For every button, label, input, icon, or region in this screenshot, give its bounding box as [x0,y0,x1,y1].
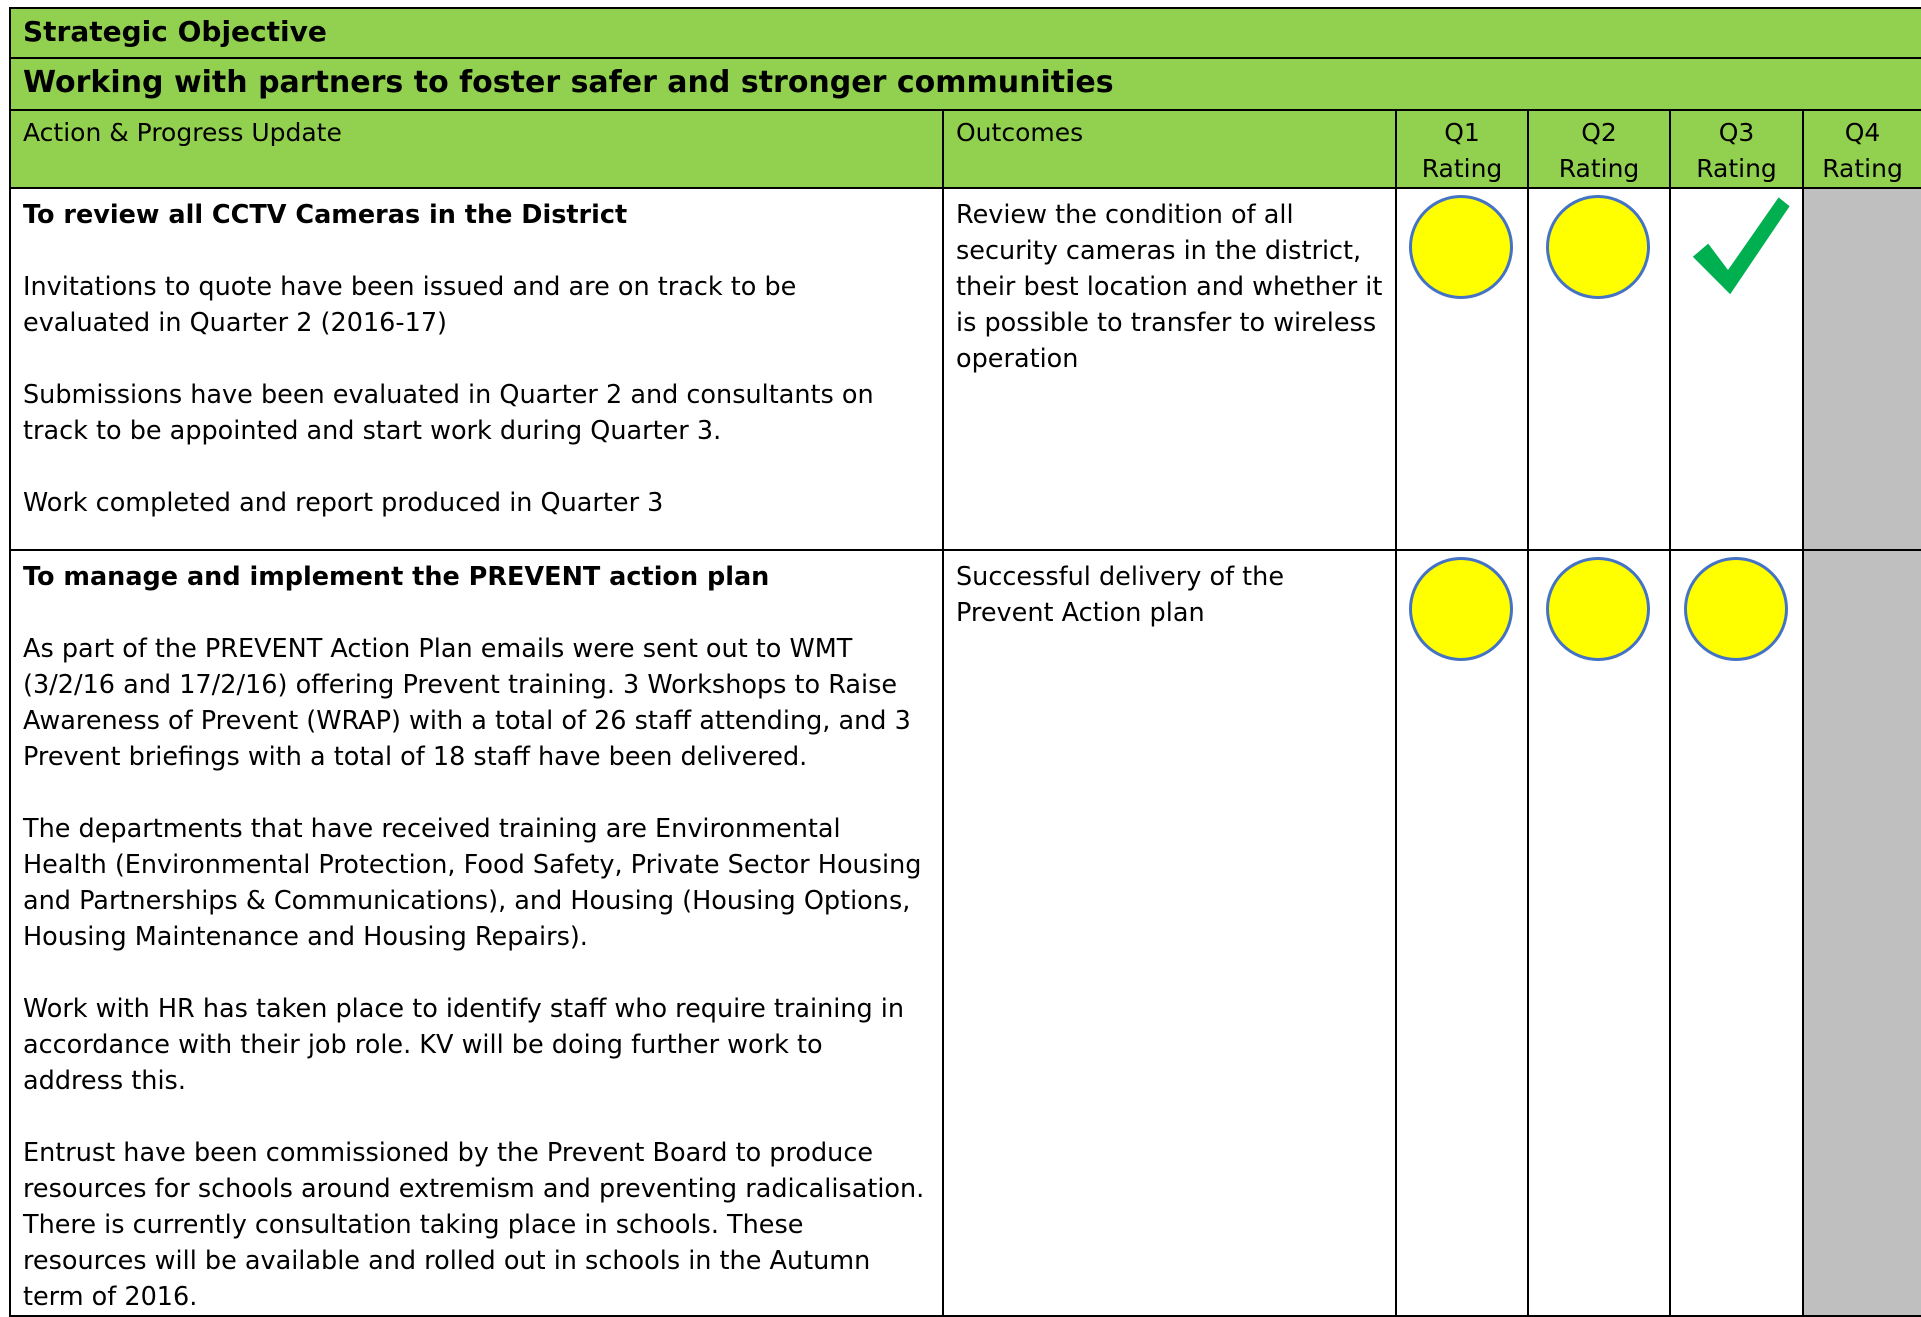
progress-update: As part of the PREVENT Action Plan emails were sent out to WMT (3/2/16 and 17/2/16) offering Prevent training. 3 Workshops to Raise Awareness of Prevent (WRAP) with a total of 26 staff attending, and 3 Prevent briefings with a total of 18 staff have been delivered. [23,634,911,772]
action-title: To review all CCTV Cameras in the District [23,200,628,230]
column-header-q4: Q4 Rating [1803,110,1921,188]
progress-update: The departments that have received training are Environmental Health (Environmental Protection, Food Safety, Private Sector Housing and Partnerships & Communications), and Housing (Housing Options, Housing Maintenance and Housing Repairs). [23,814,922,952]
q2-rating-cell [1528,550,1670,1316]
q2-rating-cell [1528,188,1670,550]
outcome-text: Review the condition of all security cameras in the district, their best location and whether it is possible to transfer to wireless operation [956,200,1383,374]
strategic-objective-header-row [10,8,1921,58]
strategic-objective-label: Strategic Objective [10,8,1921,58]
table-row [10,550,1921,1316]
outcome-cell [943,188,1396,550]
progress-update: Entrust have been commissioned by the Prevent Board to produce resources for schools around extremism and preventing radicalisation. There is currently consultation taking place in schools. These resources will be available and rolled out in schools in the Autumn term of 2016. [23,1138,925,1312]
outcome-cell [943,550,1396,1316]
table-row [10,188,1921,550]
objective-title: Working with partners to foster safer and stronger communities [10,58,1921,110]
action-cell [10,550,943,1316]
green-tick-icon [1684,193,1794,303]
q1-rating-cell [1396,550,1528,1316]
action-cell [10,188,943,550]
action-title: To manage and implement the PREVENT action plan [23,562,770,592]
progress-update: Invitations to quote have been issued and are on track to be evaluated in Quarter 2 (2016-17) [23,272,797,338]
q3-rating-cell [1670,188,1803,550]
q3-rating-cell [1670,550,1803,1316]
objective-title-row [10,58,1921,110]
outcome-text: Successful delivery of the Prevent Action plan [956,562,1285,628]
yellow-circle-icon [1546,557,1650,661]
column-header-q2: Q2 Rating [1528,110,1670,188]
q4-rating-cell [1803,550,1921,1316]
column-header-q3: Q3 Rating [1670,110,1803,188]
column-header-q1: Q1 Rating [1396,110,1528,188]
progress-update: Work with HR has taken place to identify staff who require training in accordance with their job role. KV will be doing further work to address this. [23,994,905,1096]
column-header-action: Action & Progress Update [10,110,943,188]
yellow-circle-icon [1409,195,1513,299]
column-header-row [10,110,1921,188]
q4-rating-cell [1803,188,1921,550]
column-header-outcomes: Outcomes [943,110,1396,188]
yellow-circle-icon [1409,557,1513,661]
progress-update: Submissions have been evaluated in Quarter 2 and consultants on track to be appointed and start work during Quarter 3. [23,380,874,446]
progress-update: Work completed and report produced in Quarter 3 [23,488,664,518]
yellow-circle-icon [1546,195,1650,299]
strategic-objective-table [9,7,1921,1317]
q1-rating-cell [1396,188,1528,550]
yellow-circle-icon [1684,557,1788,661]
